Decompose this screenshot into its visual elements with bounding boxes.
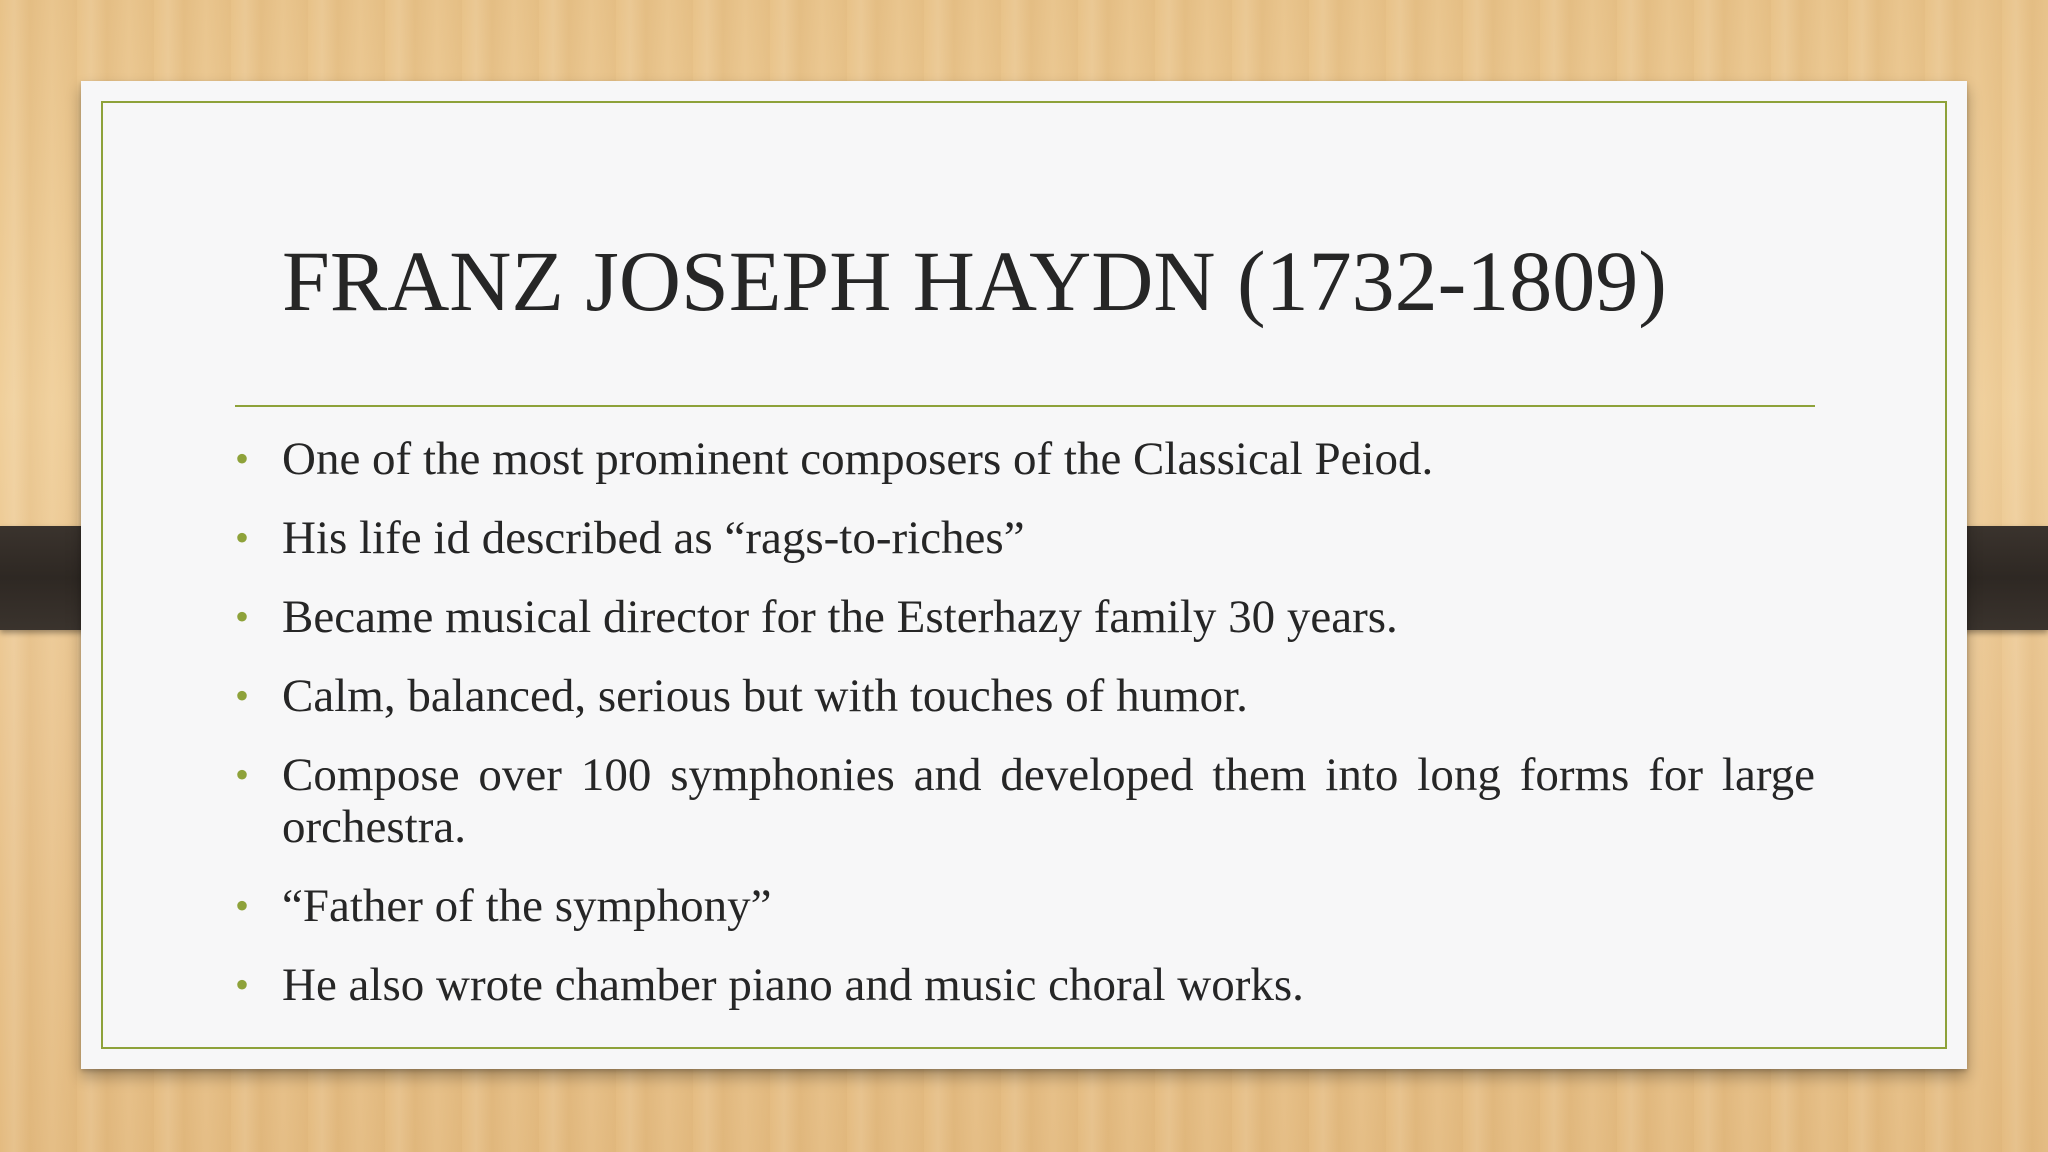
bullet-icon: • [235,594,250,639]
bullet-icon: • [235,962,250,1007]
slide [81,81,1967,1069]
bullet-text: He also wrote chamber piano and music choral works. [282,959,1304,1011]
bullet-item [235,880,1815,932]
bullet-icon: • [235,515,250,560]
bullet-item [235,959,1815,1011]
title-divider [235,405,1815,407]
bullet-item [235,512,1815,564]
bullet-icon: • [235,436,250,481]
bullet-icon: • [235,673,250,718]
bullet-text: Became musical director for the Esterhazy family 30 years. [282,591,1398,643]
bullet-icon: • [235,883,250,928]
bullet-text: His life id described as “rags-to-riches” [282,512,1025,564]
bullet-text: “Father of the symphony” [282,880,772,932]
bullet-text: Calm, balanced, serious but with touches of humor. [282,670,1248,722]
bullet-text: Compose over 100 symphonies and developed them into long forms for large orchestra. [282,749,1815,853]
slide-title: FRANZ JOSEPH HAYDN (1732-1809) [282,233,1667,329]
bullet-item [235,749,1815,853]
bullet-item [235,433,1815,485]
bullet-item [235,591,1815,643]
bullet-icon: • [235,752,250,797]
bullet-list [235,433,1815,1038]
bullet-item [235,670,1815,722]
bullet-text: One of the most prominent composers of the Classical Peiod. [282,433,1434,485]
